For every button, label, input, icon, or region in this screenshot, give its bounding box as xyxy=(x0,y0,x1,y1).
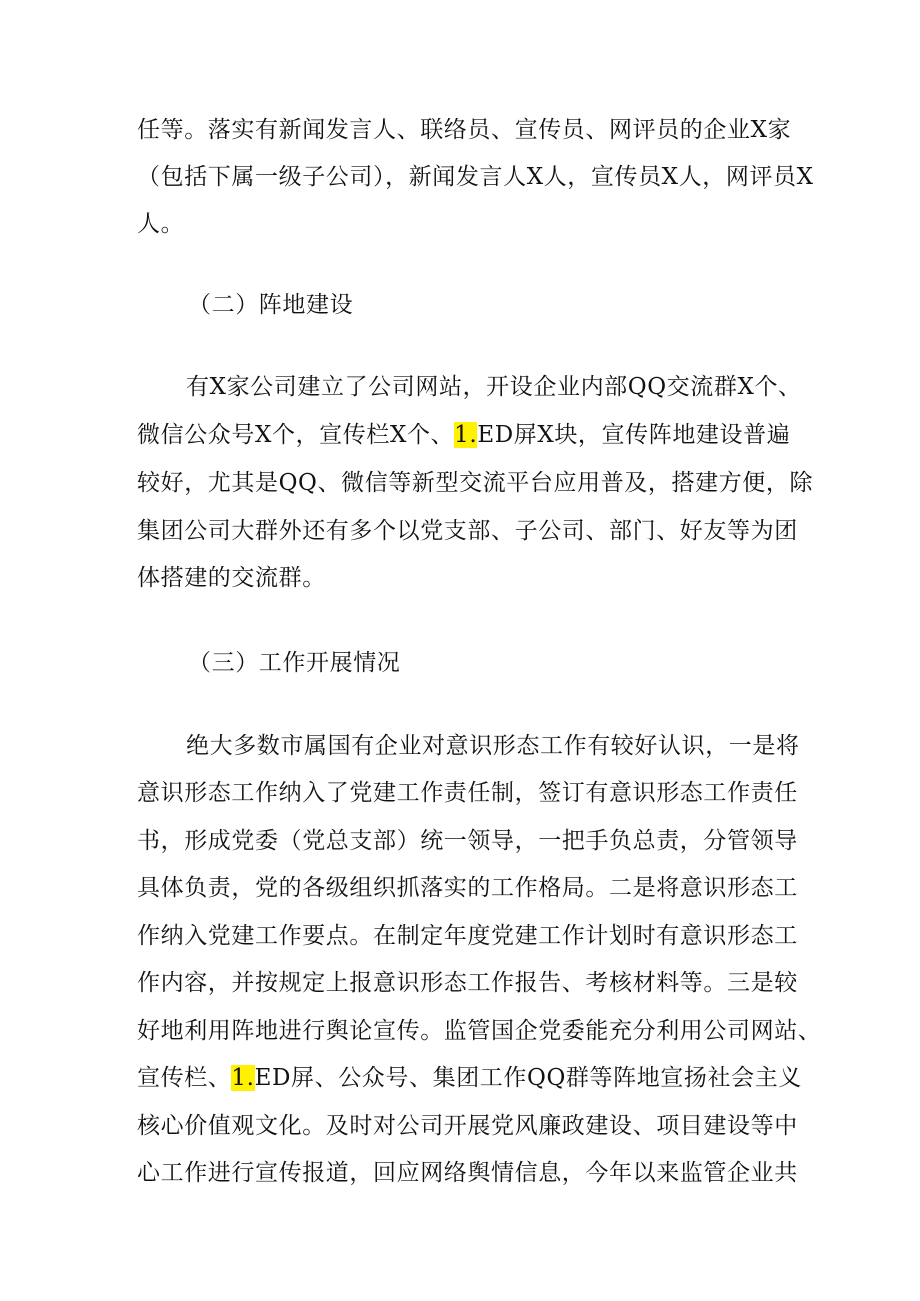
text-run: 微信公众号X个，宣传栏X个、 xyxy=(137,422,455,448)
paragraph-line: 心工作进行宣传报道，回应网络舆情信息，今年以来监管企业共 xyxy=(137,1160,798,1186)
paragraph-line: 意识形态工作纳入了党建工作责任制，签订有意识形态工作责任 xyxy=(137,780,798,806)
section-heading-2: （二）阵地建设 xyxy=(188,292,354,318)
paragraph-line: 绝大多数市属国有企业对意识形态工作有较好认识，一是将 xyxy=(186,733,800,759)
paragraph-line: 体搭建的交流群。 xyxy=(137,565,326,591)
paragraph-line: 集团公司大群外还有多个以党支部、子公司、部门、好友等为团 xyxy=(137,518,798,544)
paragraph-line: 作纳入党建工作要点。在制定年度党建工作计划时有意识形态工 xyxy=(137,923,798,949)
highlighted-text: 1. xyxy=(454,422,478,448)
paragraph-line: 人。 xyxy=(137,211,185,237)
paragraph-line: 有X家公司建立了公司网站，开设企业内部QQ交流群X个、 xyxy=(186,374,802,400)
paragraph-line: 具体负责，党的各级组织抓落实的工作格局。二是将意识形态工 xyxy=(137,875,798,901)
text-run: 宣传栏、 xyxy=(137,1065,232,1091)
paragraph-line xyxy=(137,1063,802,1093)
paragraph-line: 书，形成党委（党总支部）统一领导，一把手负总责，分管领导 xyxy=(137,828,798,854)
paragraph-line: 作内容，并按规定上报意识形态工作报告、考核材料等。三是较 xyxy=(137,970,798,996)
paragraph-line: 好地利用阵地进行舆论宣传。监管国企党委能充分利用公司网站、 xyxy=(137,1018,822,1044)
highlighted-text: 1. xyxy=(231,1065,255,1091)
section-heading-3: （三）工作开展情况 xyxy=(188,650,401,676)
paragraph-line: 较好，尤其是QQ、微信等新型交流平台应用普及，搭建方便，除 xyxy=(137,470,814,496)
text-run: ED屏、公众号、集团工作QQ群等阵地宣扬社会主义 xyxy=(254,1065,802,1091)
paragraph-line xyxy=(137,420,790,450)
paragraph-line: 核心价值观文化。及时对公司开展党风廉政建设、项目建设等中 xyxy=(137,1113,798,1139)
text-run: ED屏X块，宣传阵地建设普遍 xyxy=(477,422,791,448)
paragraph-line: 任等。落实有新闻发言人、联络员、宣传员、网评员的企业X家 xyxy=(137,117,792,143)
paragraph-line: （包括下属一级子公司），新闻发言人X人，宣传员X人，网评员X xyxy=(137,164,814,190)
